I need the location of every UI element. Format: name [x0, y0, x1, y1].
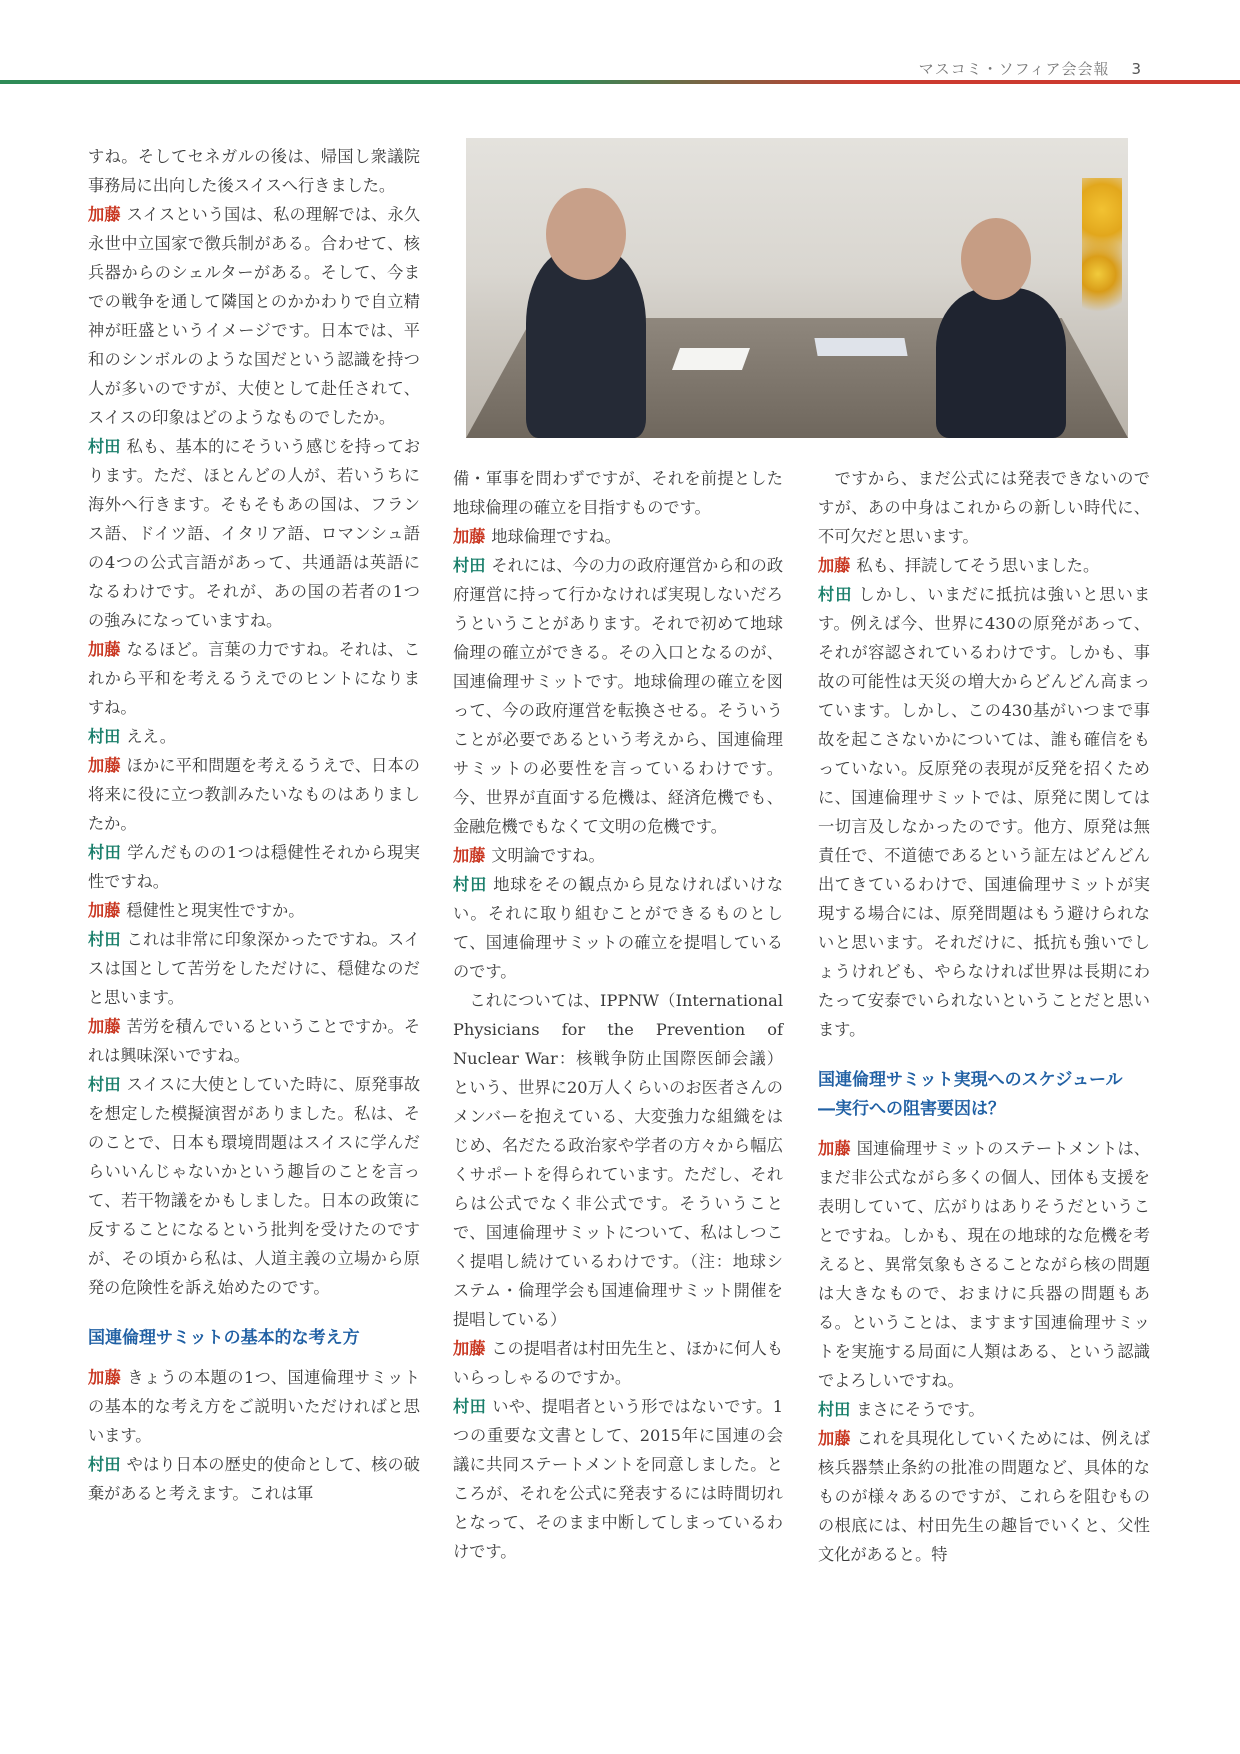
speaker-kato: 加藤 [88, 205, 121, 224]
paragraph [88, 722, 420, 751]
paragraph-text: 備・軍事を問わずですが、それを前提とした地球倫理の確立を目指すものです。 [453, 469, 783, 517]
paragraph [453, 870, 783, 986]
paragraph-text: 穏健性と現実性ですか。 [126, 901, 305, 920]
paragraph [88, 635, 420, 722]
paragraph [453, 1392, 783, 1566]
paragraph-text: 地球をその観点から見なければいけない。それに取り組むことができるものとして、国連倫理サミットの確立を提唱しているのです。 [453, 875, 784, 981]
speaker-kato: 加藤 [453, 846, 486, 865]
paragraph-text: 学んだものの1つは穏健性それから現実性ですね。 [88, 843, 420, 891]
speaker-kato: 加藤 [818, 556, 851, 575]
paragraph-text: まさにそうです。 [856, 1400, 985, 1419]
paragraph-text: きょうの本題の1つ、国連倫理サミットの基本的な考え方をご説明いただければと思います。 [88, 1368, 421, 1445]
header-band [0, 80, 1240, 84]
paragraph-text: この提唱者は村田先生と、ほかに何人もいらっしゃるのですか。 [453, 1339, 784, 1387]
paragraph-text: ですから、まだ公式には発表できないのですが、あの中身はこれからの新しい時代に、不可欠だと思います。 [818, 469, 1150, 546]
paragraph [88, 1363, 420, 1450]
paragraph [88, 838, 420, 896]
speaker-murata: 村田 [88, 843, 122, 862]
photo-person-right-head [961, 218, 1031, 300]
speaker-murata: 村田 [88, 437, 121, 456]
paragraph-text: 私も、拝読してそう思いました。 [856, 556, 1100, 575]
paragraph-text: ええ。 [126, 727, 176, 746]
paragraph-text: これについては、IPPNW（International Physicians for the Prevention of Nuclear War：核戦争防止国際医師会議）という、世界に20万人くらいのお医者さんのメンバーを抱えている、大変強力な組織をはじめ、名だたる政治家や学者の方々から幅広くサポートを得られています。ただし、それらは公式でなく非公式です。そういうことで、国連倫理サミットについて、私はしつこく提唱し続けているわけです。（注：地球システム・倫理学会も国連倫理サミット開催を提唱している） [453, 991, 783, 1329]
speaker-murata: 村田 [818, 1400, 851, 1419]
speaker-kato: 加藤 [818, 1429, 851, 1448]
speaker-murata: 村田 [453, 556, 486, 575]
speaker-murata: 村田 [88, 727, 121, 746]
paragraph [88, 432, 420, 635]
speaker-kato: 加藤 [88, 1368, 122, 1387]
paragraph [818, 1134, 1150, 1395]
section-heading: 国連倫理サミット実現へのスケジュール [818, 1070, 1123, 1090]
paragraph [88, 751, 420, 838]
publication-name: マスコミ・ソフィア会会報 [918, 60, 1110, 78]
section-heading: 国連倫理サミットの基本的な考え方 [88, 1328, 360, 1348]
column-2 [453, 464, 783, 1566]
speaker-kato: 加藤 [453, 527, 486, 546]
paragraph [818, 580, 1150, 1044]
paragraph [818, 1424, 1150, 1569]
photo-paper [672, 348, 750, 370]
paragraph-text: なるほど。言葉の力ですね。それは、これから平和を考えるうえでのヒントになりますね。 [88, 640, 421, 717]
paragraph-text: スイスという国は、私の理解では、永久永世中立国家で徴兵制がある。合わせて、核兵器からのシェルターがある。そして、今までの戦争を通して隣国とのかかわりで自立精神が旺盛というイメージです。日本では、平和のシンボルのような国だという認識を持つ人が多いのですが、大使として赴任されて、スイスの印象はどのようなものでしたか。 [88, 205, 421, 427]
speaker-murata: 村田 [453, 875, 488, 894]
paragraph [88, 1070, 420, 1302]
paragraph [818, 464, 1150, 551]
paragraph-text: 国連倫理サミットのステートメントは、まだ非公式ながら多くの個人、団体も支援を表明していて、広がりはありそうだということですね。しかも、現在の地球的な危機を考えると、異常気象もさることながら核の問題は大きなもので、おまけに兵器の問題もある。ということは、ますます国連倫理サミットを実施する局面に人類はある、という認識でよろしいですね。 [818, 1139, 1150, 1390]
speaker-murata: 村田 [818, 585, 853, 604]
speaker-kato: 加藤 [88, 640, 121, 659]
speaker-kato: 加藤 [88, 901, 121, 920]
interview-photo [466, 138, 1128, 438]
paragraph [88, 896, 420, 925]
paragraph [88, 200, 420, 432]
paragraph-text: これは非常に印象深かったですね。スイスは国として苦労をしただけに、穏健なのだと思います。 [88, 930, 420, 1007]
paragraph-text: 苦労を積んでいるということですか。それは興味深いですね。 [88, 1017, 421, 1065]
column-3 [818, 464, 1150, 1569]
paragraph-text: しかし、いまだに抵抗は強いと思います。例えば今、世界に430の原発があって、それが容認されているわけです。しかも、事故の可能性は天災の増大からどんどん高まっています。しかし、この430基がいつまで事故を起こさないかについては、誰も確信をもっていない。反原発の表現が反発を招くために、国連倫理サミットでは、原発に関しては一切言及しなかったのです。他方、原発は無責任で、不道徳であるという証左はどんどん出てきているわけで、国連倫理サミットが実現する場合には、原発問題はもう避けられないと思います。それだけに、抵抗も強いでしょうけれども、やらなければ世界は長期にわたって安泰でいられないということだと思います。 [818, 585, 1151, 1039]
photo-paper [814, 338, 907, 356]
speaker-murata: 村田 [453, 1397, 487, 1416]
section-subheading: ―実行への阻害要因は？ [818, 1099, 1005, 1119]
photo-flowers [1082, 178, 1122, 338]
paragraph-text: 文明論ですね。 [491, 846, 605, 865]
speaker-kato: 加藤 [88, 1017, 121, 1036]
paragraph [453, 464, 783, 522]
paragraph [453, 551, 783, 841]
paragraph [88, 1012, 420, 1070]
paragraph-text: 地球倫理ですね。 [491, 527, 621, 546]
photo-person-left-head [546, 188, 626, 280]
paragraph-text: これを具現化していくためには、例えば核兵器禁止条約の批准の問題など、具体的なものが様々あるのですが、これらを阻むものの根底には、村田先生の趣旨でいくと、父性文化があると。特 [818, 1429, 1151, 1564]
column-1 [88, 142, 420, 1508]
paragraph-text: ほかに平和問題を考えるうえで、日本の将来に役に立つ教訓みたいなものはありましたか。 [88, 756, 420, 833]
running-header [919, 58, 1142, 79]
paragraph [88, 1450, 420, 1508]
paragraph [818, 1395, 1150, 1424]
paragraph [453, 841, 783, 870]
speaker-murata: 村田 [88, 1455, 121, 1474]
paragraph-text: スイスに大使としていた時に、原発事故を想定した模擬演習がありました。私は、そのことで、日本も環境問題はスイスに学んだらいいんじゃないかという趣旨のことを言って、若干物議をかもしました。日本の政策に反することになるという批判を受けたのですが、その頃から私は、人道主義の立場から原発の危険性を訴え始めたのです。 [88, 1075, 421, 1297]
paragraph [453, 522, 783, 551]
speaker-kato: 加藤 [818, 1139, 851, 1158]
speaker-kato: 加藤 [453, 1339, 486, 1358]
paragraph [818, 551, 1150, 580]
paragraph [88, 142, 420, 200]
paragraph [453, 986, 783, 1334]
paragraph-text: すね。そしてセネガルの後は、帰国し衆議院事務局に出向した後スイスへ行きました。 [88, 147, 420, 195]
paragraph-text: 私も、基本的にそういう感じを持っております。ただ、ほとんどの人が、若いうちに海外へ行きます。そもそもあの国は、フランス語、ドイツ語、イタリア語、ロマンシュ語の4つの公式言語があって、共通語は英語になるわけです。それが、あの国の若者の1つの強みになっていますね。 [88, 437, 421, 630]
paragraph [88, 925, 420, 1012]
photo-person-right [936, 288, 1066, 438]
paragraph-text: それには、今の力の政府運営から和の政府運営に持って行かなければ実現しないだろうということがあります。それで初めて地球倫理の確立ができる。その入口となるのが、国連倫理サミットです。地球倫理の確立を図って、今の政府運営を転換させる。そういうことが必要であるという考えから、国連倫理サミットの必要性を言っているわけです。今、世界が直面する危機は、経済危機でも、金融危機でもなくて文明の危機です。 [453, 556, 784, 836]
speaker-murata: 村田 [88, 1075, 121, 1094]
paragraph-text: いや、提唱者という形ではないです。1つの重要な文書として、2015年に国連の会議に共同ステートメントを同意しました。ところが、それを公式に発表するには時間切れとなって、そのまま中断してしまっているわけです。 [453, 1397, 784, 1561]
paragraph-text: やはり日本の歴史的使命として、核の破棄があると考えます。これは軍 [88, 1455, 420, 1503]
paragraph [453, 1334, 783, 1392]
speaker-kato: 加藤 [88, 756, 121, 775]
page-number: 3 [1131, 60, 1142, 78]
speaker-murata: 村田 [88, 930, 121, 949]
